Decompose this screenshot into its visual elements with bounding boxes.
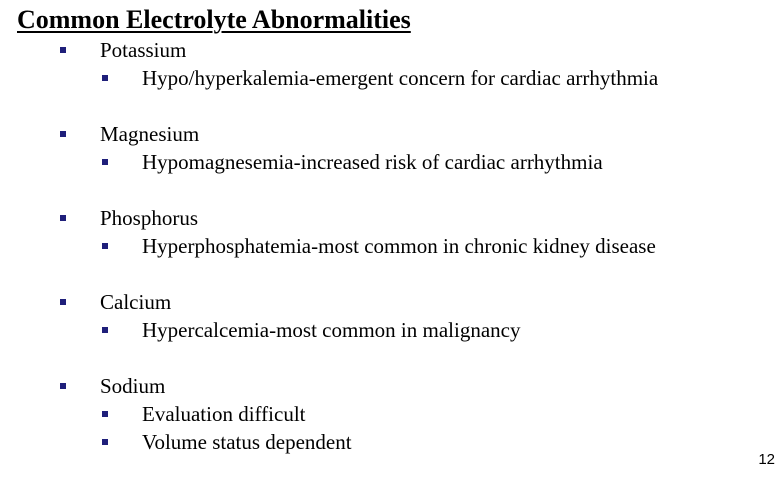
square-bullet-icon <box>102 159 108 165</box>
sub-bullet-text: Hyperphosphatemia-most common in chronic kidney disease <box>142 234 656 258</box>
bullet-item-calcium <box>0 288 779 372</box>
square-bullet-icon <box>102 75 108 81</box>
square-bullet-icon <box>60 215 66 221</box>
sub-bullet-text: Hypomagnesemia-increased risk of cardiac arrhythmia <box>142 150 603 174</box>
square-bullet-icon <box>60 299 66 305</box>
bullet-label: Phosphorus <box>100 206 199 230</box>
square-bullet-icon <box>102 243 108 249</box>
bullet-item-sodium <box>0 372 779 484</box>
bullet-item-potassium <box>0 36 779 120</box>
sub-bullet-text: Evaluation difficult <box>142 402 306 426</box>
square-bullet-icon <box>60 47 66 53</box>
square-bullet-icon <box>60 383 66 389</box>
bullet-label: Potassium <box>100 38 187 62</box>
bullet-label: Calcium <box>100 290 172 314</box>
bullet-label: Magnesium <box>100 122 200 146</box>
square-bullet-icon <box>102 439 108 445</box>
slide-title: Common Electrolyte Abnormalities <box>17 5 411 34</box>
bullet-item-phosphorus <box>0 204 779 288</box>
square-bullet-icon <box>60 131 66 137</box>
bullet-item-magnesium <box>0 120 779 204</box>
square-bullet-icon <box>102 327 108 333</box>
sub-bullet-text: Volume status dependent <box>142 430 352 454</box>
square-bullet-icon <box>102 411 108 417</box>
sub-bullet-text: Hypercalcemia-most common in malignancy <box>142 318 521 342</box>
sub-bullet-text: Hypo/hyperkalemia-emergent concern for cardiac arrhythmia <box>142 66 659 90</box>
bullet-list <box>0 36 779 484</box>
bullet-label: Sodium <box>100 374 166 398</box>
page-number: 12 <box>758 451 775 468</box>
